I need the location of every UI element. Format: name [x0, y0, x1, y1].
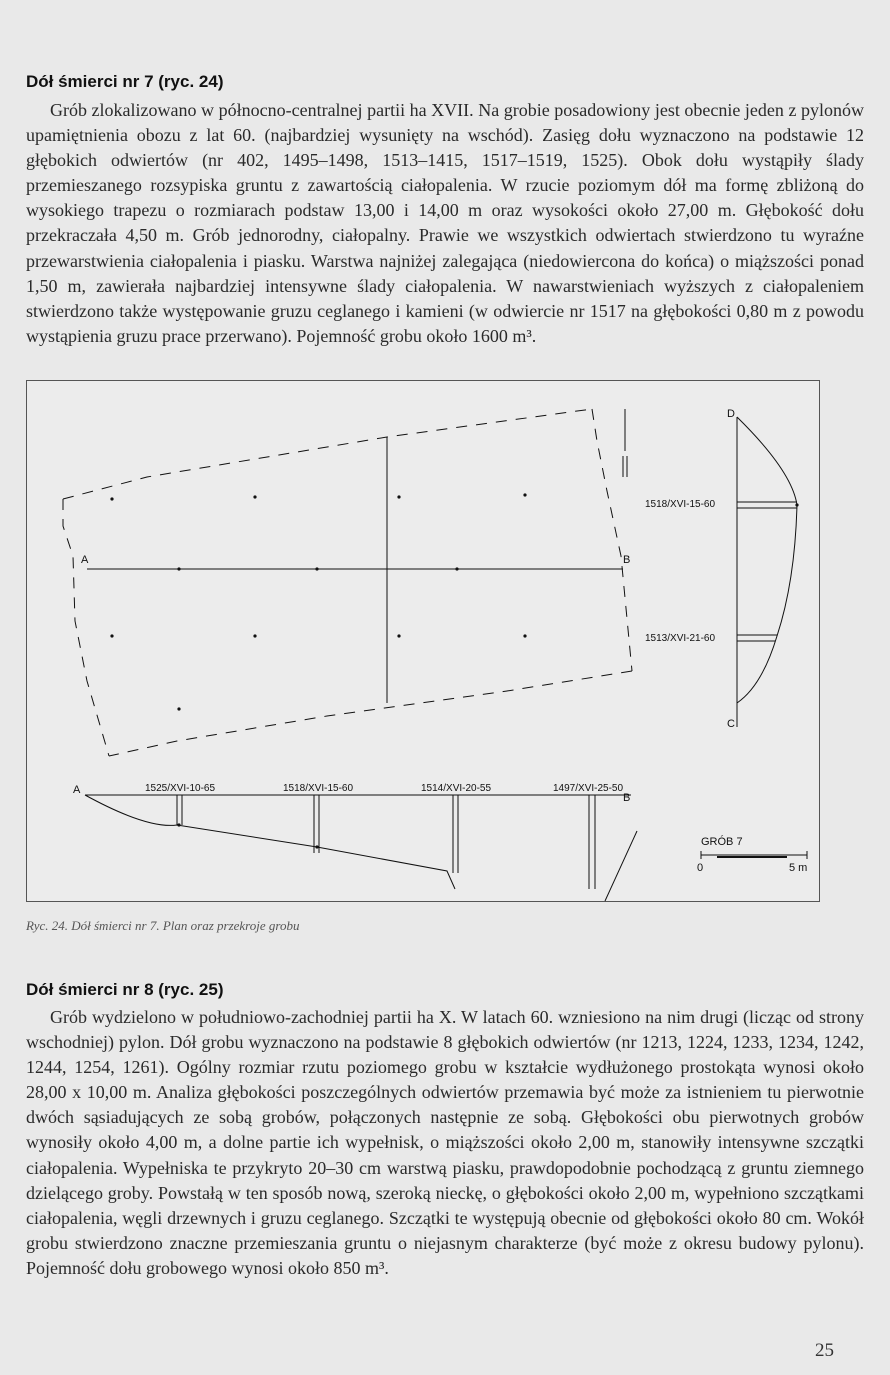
profile-bore-2: 1518/XVI-15-60: [283, 783, 354, 794]
scale-zero: 0: [697, 862, 704, 874]
section-bore-lower: 1513/XVI-21-60: [645, 633, 716, 644]
profile-label-b: B: [623, 792, 631, 804]
plan-label-b: B: [623, 554, 631, 566]
scale-five: 5 m: [789, 862, 808, 874]
section-label-d: D: [727, 408, 735, 420]
profile-ab-bottom: [85, 795, 455, 889]
profile-bore-3: 1514/XVI-20-55: [421, 783, 492, 794]
section-cd-profile: [737, 417, 797, 703]
figure-caption: Ryc. 24. Dół śmierci nr 7. Plan oraz przekroje grobu: [26, 918, 300, 933]
section-bore-upper: 1518/XVI-15-60: [645, 499, 716, 510]
plan-label-a: A: [81, 554, 89, 566]
legend-title: GRÓB 7: [701, 836, 743, 848]
outline-left-edge: [63, 499, 109, 756]
section-heading-dol-7: Dół śmierci nr 7 (ryc. 24): [26, 72, 224, 91]
section-body-dol-8: Grób wydzielono w południowo-zachodniej partii ha X. W latach 60. wzniesiono na nim drugi (licząc od strony wschodniej) pylon. Dół grobu wyznaczono na podstawie 8 głębokich odwiertów (nr 1213, 1224, 1233, 1234, 1242, 1244, 1254, 1261). Ogólny rozmiar rzutu poziomego grobu w kształcie wydłużonego prostokąta wynosi około 28,00 x 10,00 m. Analiza głębokości poszczególnych odwiertów przemawia być może za istnieniem tu pierwotnie dwóch sąsiadujących ze sobą grobów, połączonych następnie ze sobą. Głębokości obu pierwotnych grobów wynosiły około 4,00 m, a dolne partie ich wypełnisk, o miąższości około 2,00 m, stanowiły intensywne szczątki ciałopalenia. Wypełniska te przykryto 20–30 cm warstwą piasku, prawdopodobnie pochodzącą z gruntu ziemnego dzielącego groby. Powstałą w ten sposób nową, szeroką nieckę, o głębokości około 2,00 m, wypełniono szczątkami ciałopalenia, węgli drzewnych i gruzu ceglanego. Szczątki te występują obecnie od głębokości około 80 cm. Wokół grobu stwierdzono znaczne przemieszania gruntu o niejasnym charakterze (być może z okresu budowy pylonu). Pojemność dołu grobowego wynosi około 850 m³.: [26, 1007, 864, 1278]
section-label-c: C: [727, 718, 735, 730]
profile-bore-1: 1525/XVI-10-65: [145, 783, 216, 794]
page-number: 25: [815, 1340, 834, 1361]
outline-bottom-edge: [109, 671, 632, 756]
section-heading-dol-8: Dół śmierci nr 8 (ryc. 25): [26, 980, 224, 999]
section-body-dol-7: Grób zlokalizowano w północno-centralnej partii ha XVII. Na grobie posadowiony jest obecnie jeden z pylonów upamiętnienia obozu z lat 60. (najbardziej wysunięty na wschód). Zasięg dołu wyznaczono na podstawie 12 głębokich odwiertów (nr 402, 1495–1498, 1513–1415, 1517–1519, 1525). Obok dołu wystąpiły ślady przemieszanego rozsypiska gruntu z zawartością ciałopalenia. W rzucie poziomym dół ma formę zbliżoną do wysokiego trapezu o rozmiarach podstaw 13,00 i 14,00 m oraz wysokości około 27,00 m. Głębokość dołu przekraczała 4,50 m. Grób jednorodny, ciałopalny. Prawie we wszystkich odwiertach stwierdzono tu wyraźne przewarstwienia ciałopalenia i piasku. Warstwa najniżej zalegająca (niedowiercona do końca) o miąższości ponad 1,50 m, zawierała najbardziej intensywne ślady ciałopalenia. W nawarstwieniach wyższych z ciałopaleniem stwierdzono także występowanie gruzu ceglanego i kamieni (w odwiercie nr 1517 na głębokości 0,80 m z powodu wystąpienia gruzu prace przerwano). Pojemność grobu około 1600 m³.: [26, 100, 864, 346]
profile-label-a: A: [73, 784, 81, 796]
figure-plan-grob-7: [26, 380, 820, 902]
plan-drawing: [27, 381, 821, 903]
outline-top-edge: [63, 409, 592, 499]
profile-bore-4: 1497/XVI-25-50: [553, 783, 624, 794]
outline-right-edge: [592, 409, 632, 671]
